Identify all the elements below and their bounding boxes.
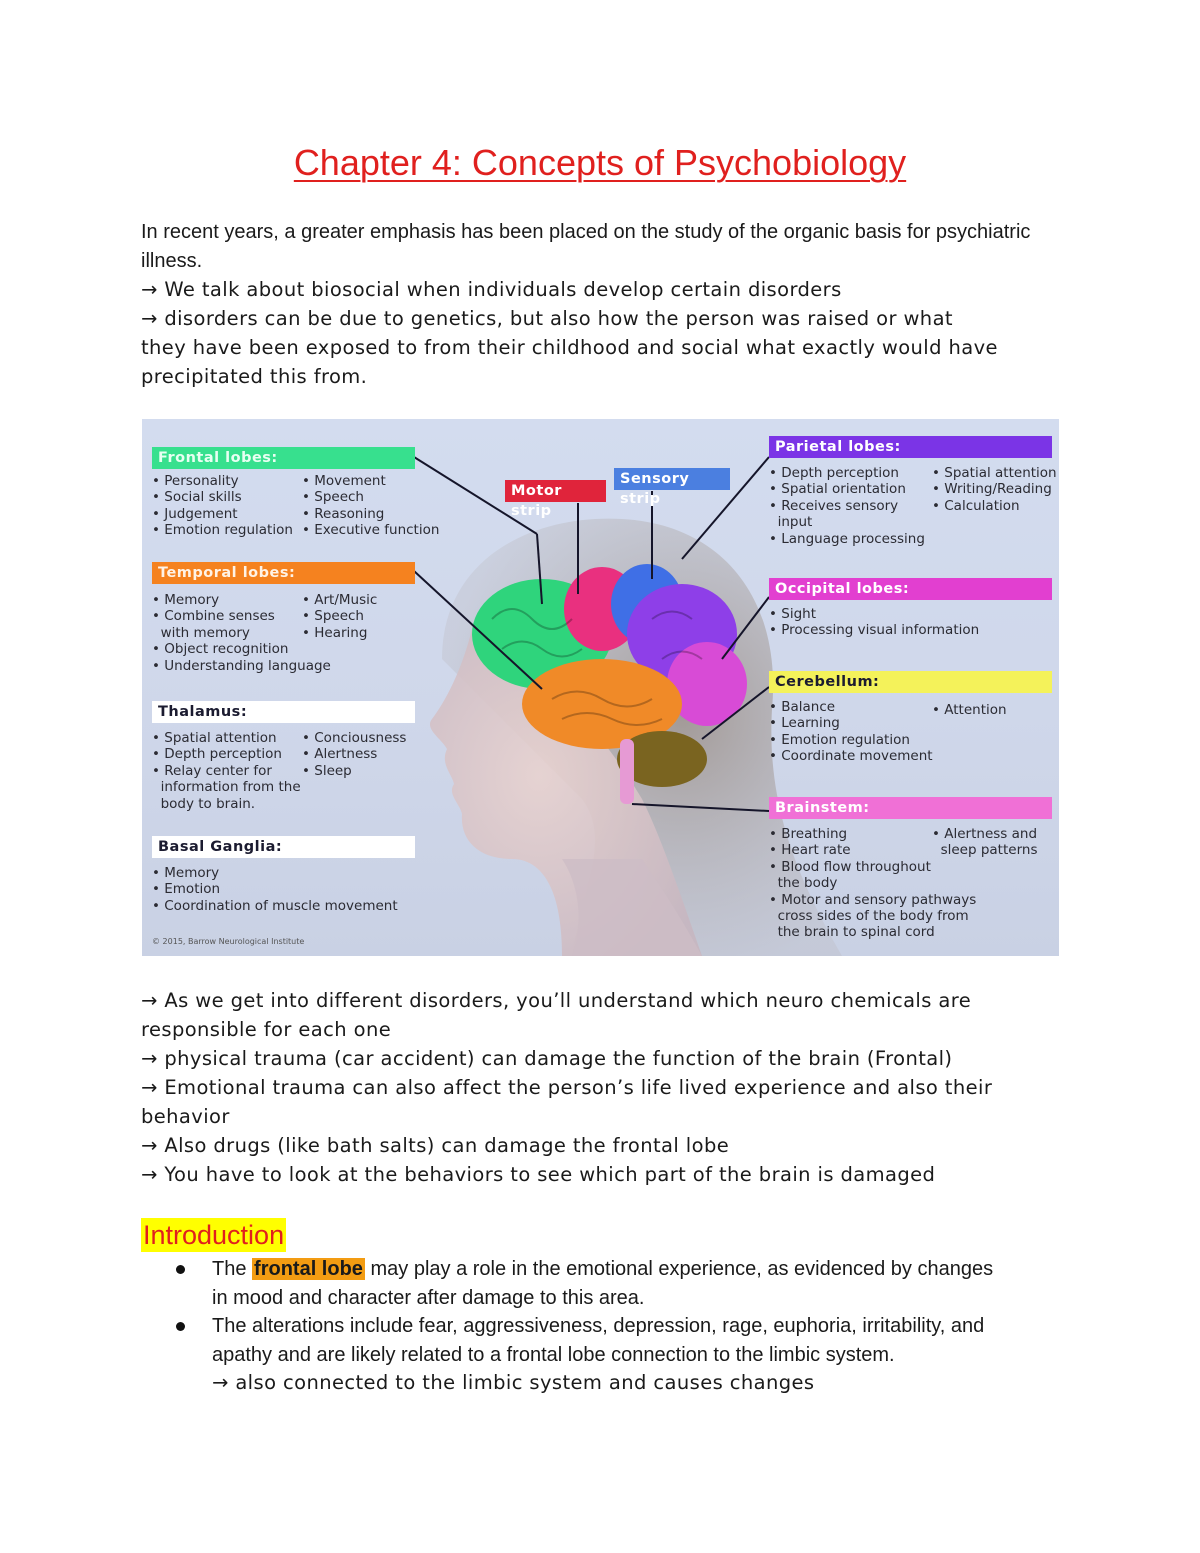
- list-item: • Relay center for: [152, 762, 272, 779]
- intro-paragraph: In recent years, a greater emphasis has been placed on the study of the organic basis for psychiatric illness.: [141, 221, 1031, 272]
- list-item: • Emotion regulation: [769, 731, 910, 748]
- parietal-lobes-col1: [769, 465, 925, 547]
- list-item: • Combine senses: [152, 608, 275, 625]
- frontal-lobes-col2: [302, 473, 439, 539]
- list-item: • Breathing: [769, 826, 848, 842]
- thalamus-col2: [302, 730, 406, 779]
- thalamus-header: Thalamus:: [152, 701, 415, 723]
- list-item: • Heart rate: [769, 842, 851, 859]
- list-item: information from the: [152, 779, 301, 796]
- list-item: • Social skills: [152, 489, 242, 506]
- list-item: • Understanding language: [152, 657, 331, 674]
- list-item: • Spatial attention: [152, 730, 277, 746]
- list-item: • Calculation: [932, 497, 1020, 514]
- list-item: • Processing visual information: [769, 622, 980, 639]
- note-line: precipitated this from.: [141, 365, 368, 388]
- bullet-text: may play a role in the emotional experience, as evidenced by changes: [364, 1258, 994, 1280]
- parietal-lobes-header: Parietal lobes:: [769, 436, 1052, 458]
- brain-diagram: [142, 419, 1059, 956]
- list-item: • Attention: [932, 702, 1007, 718]
- list-item: • Memory: [152, 865, 220, 881]
- list-item: • Sight: [769, 606, 816, 622]
- list-item: • Art/Music: [302, 592, 378, 608]
- list-item: • Depth perception: [769, 465, 899, 481]
- brainstem-header: Brainstem:: [769, 797, 1052, 819]
- thalamus-col1: [152, 730, 301, 812]
- list-item: • Spatial attention: [932, 465, 1057, 481]
- highlighted-term: frontal lobe: [254, 1258, 363, 1280]
- list-item: body to brain.: [152, 795, 256, 812]
- list-item: • Memory: [152, 592, 220, 608]
- after-figure-notes: [141, 986, 1071, 1189]
- sensory-strip-label: Sensory strip: [614, 468, 730, 490]
- figure-credit: © 2015, Barrow Neurological Institute: [152, 937, 305, 946]
- list-item: • Sleep: [302, 762, 352, 779]
- note-line: → You have to look at the behaviors to see which part of the brain is damaged: [141, 1163, 936, 1186]
- bullet-list: [141, 1255, 1071, 1398]
- list-item: • Writing/Reading: [932, 481, 1052, 498]
- list-item: • Depth perception: [152, 746, 282, 763]
- note-line: responsible for each one: [141, 1018, 392, 1041]
- list-item: • Judgement: [152, 505, 238, 522]
- motor-strip-label: Motor strip: [505, 480, 606, 502]
- list-item: with memory: [152, 624, 250, 641]
- list-item: the body: [769, 875, 838, 892]
- frontal-lobes-header: Frontal lobes:: [152, 447, 415, 469]
- page-title: Chapter 4: Concepts of Psychobiology: [293, 142, 907, 183]
- note-line: → As we get into different disorders, you’ll understand which neuro chemicals are: [141, 989, 972, 1012]
- list-item: • Speech: [302, 489, 364, 506]
- list-item: • Emotion regulation: [152, 522, 293, 539]
- bullet-dot-icon: [176, 1322, 185, 1331]
- list-item: • Emotion: [152, 881, 221, 898]
- list-item: • Conciousness: [302, 730, 407, 746]
- list-item: • Reasoning: [302, 505, 385, 522]
- note-line: → disorders can be due to genetics, but also how the person was raised or what: [141, 307, 953, 330]
- note-line: → We talk about biosocial when individuals develop certain disorders: [141, 278, 842, 301]
- note-line: → physical trauma (car accident) can damage the function of the brain (Frontal): [141, 1047, 953, 1070]
- list-item: • Personality: [152, 473, 239, 489]
- parietal-lobes-col2: [932, 465, 1057, 514]
- brainstem-col2: [932, 826, 1037, 859]
- list-item: • Object recognition: [152, 641, 289, 658]
- intro-notes: [141, 275, 1071, 391]
- temporal-lobes-header: Temporal lobes:: [152, 562, 415, 584]
- list-item: • Coordination of muscle movement: [152, 897, 398, 914]
- list-item: input: [769, 514, 813, 531]
- list-item: sleep patterns: [932, 842, 1038, 859]
- list-item: • Movement: [302, 473, 386, 489]
- brainstem-shape: [620, 739, 634, 804]
- basal-ganglia-list: [152, 865, 398, 914]
- list-item: • Coordinate movement: [769, 748, 933, 765]
- section-heading: Introduction: [143, 1220, 285, 1250]
- list-item: • Speech: [302, 608, 364, 625]
- list-item: • Spatial orientation: [769, 481, 906, 498]
- bullet-text: The: [212, 1258, 253, 1280]
- list-item: • Language processing: [769, 530, 925, 547]
- note-line: behavior: [141, 1105, 230, 1128]
- cerebellum-col2: [932, 702, 1007, 718]
- list-item: • Motor and sensory pathways: [769, 891, 977, 908]
- note-line: → Emotional trauma can also affect the person’s life lived experience and also their: [141, 1076, 993, 1099]
- list-item: • Alertness: [302, 746, 378, 763]
- cerebellum-col1: [769, 699, 933, 765]
- list-item: • Executive function: [302, 522, 440, 539]
- list-item: • Alertness and: [932, 826, 1038, 842]
- list-item: • Blood flow throughout: [769, 858, 931, 875]
- bullet-dot-icon: [176, 1265, 185, 1274]
- basal-ganglia-header: Basal Ganglia:: [152, 836, 415, 858]
- bullet-text: apathy and are likely related to a frontal lobe connection to the limbic system.: [212, 1343, 895, 1366]
- occipital-lobes-header: Occipital lobes:: [769, 578, 1052, 600]
- list-item: [141, 1255, 1071, 1312]
- note-line: they have been exposed to from their childhood and social what exactly would have: [141, 336, 998, 359]
- list-item: • Hearing: [302, 624, 368, 641]
- list-item: • Balance: [769, 699, 836, 715]
- cerebellum-header: Cerebellum:: [769, 671, 1052, 693]
- list-item: • Learning: [769, 715, 840, 732]
- list-item: • Receives sensory: [769, 497, 899, 514]
- bullet-text: in mood and character after damage to this area.: [212, 1286, 645, 1309]
- temporal-lobes-col2: [302, 592, 377, 641]
- list-item: [141, 1312, 1071, 1398]
- list-item: the brain to spinal cord: [769, 924, 935, 941]
- note-line: → Also drugs (like bath salts) can damage the frontal lobe: [141, 1134, 730, 1157]
- occipital-lobes-list: [769, 606, 979, 639]
- frontal-lobes-col1: [152, 473, 293, 539]
- bullet-subnote: → also connected to the limbic system and causes changes: [212, 1371, 815, 1394]
- bullet-text: The alterations include fear, aggressiveness, depression, rage, euphoria, irritability, and: [212, 1315, 985, 1337]
- list-item: cross sides of the body from: [769, 908, 969, 925]
